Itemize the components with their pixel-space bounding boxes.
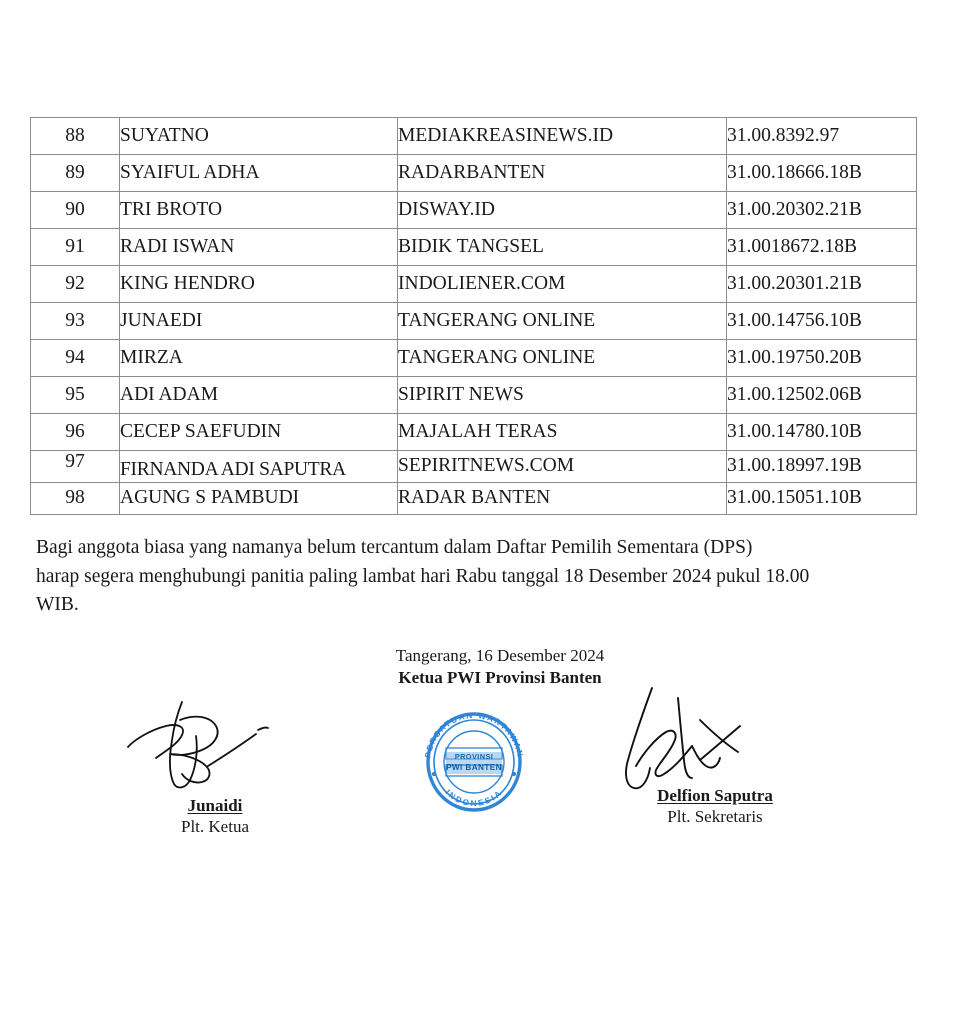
- table-row: [31, 303, 917, 340]
- row-number: 94: [31, 340, 120, 377]
- media-outlet: MAJALAH TERAS: [398, 414, 727, 451]
- row-number: 93: [31, 303, 120, 340]
- member-id: 31.00.8392.97: [727, 118, 917, 155]
- member-id: 31.00.14756.10B: [727, 303, 917, 340]
- media-outlet: RADARBANTEN: [398, 155, 727, 192]
- member-name: TRI BROTO: [120, 192, 398, 229]
- media-outlet: RADAR BANTEN: [398, 483, 727, 515]
- members-table-body: [31, 118, 917, 515]
- member-name: JUNAEDI: [120, 303, 398, 340]
- signatory-title: Plt. Sekretaris: [667, 807, 763, 827]
- svg-text:PROVINSI: PROVINSI: [454, 752, 494, 761]
- media-outlet: MEDIAKREASINEWS.ID: [398, 118, 727, 155]
- member-id: 31.00.12502.06B: [727, 377, 917, 414]
- member-id: 31.00.15051.10B: [727, 483, 917, 515]
- member-name: FIRNANDA ADI SAPUTRA: [120, 451, 398, 483]
- table-row: [31, 155, 917, 192]
- member-name: MIRZA: [120, 340, 398, 377]
- member-name: ADI ADAM: [120, 377, 398, 414]
- notice-line-3: WIB.: [36, 594, 79, 616]
- signature-right: [600, 680, 830, 828]
- member-id: 31.00.18997.19B: [727, 451, 917, 483]
- row-number: 98: [31, 483, 120, 515]
- member-name: SUYATNO: [120, 118, 398, 155]
- media-outlet: INDOLIENER.COM: [398, 266, 727, 303]
- row-number: 96: [31, 414, 120, 451]
- member-name: RADI ISWAN: [120, 229, 398, 266]
- svg-text:PWI BANTEN: PWI BANTEN: [446, 763, 502, 772]
- handwritten-signature-icon: [600, 680, 830, 785]
- row-number: 95: [31, 377, 120, 414]
- signatory-role: Ketua PWI Provinsi Banten: [398, 668, 602, 688]
- media-outlet: SIPIRIT NEWS: [398, 377, 727, 414]
- media-outlet: BIDIK TANGSEL: [398, 229, 727, 266]
- member-name: KING HENDRO: [120, 266, 398, 303]
- signatory-name: Delfion Saputra: [657, 786, 773, 805]
- official-stamp-icon: [418, 712, 530, 812]
- notice-line-1: Bagi anggota biasa yang namanya belum tercantum dalam Daftar Pemilih Sementara (DPS): [36, 537, 753, 558]
- member-id: 31.00.20301.21B: [727, 266, 917, 303]
- signature-left: [120, 690, 310, 838]
- table-row: [31, 118, 917, 155]
- table-row: [31, 377, 917, 414]
- table-row: [31, 483, 917, 515]
- row-number: 92: [31, 266, 120, 303]
- member-name: SYAIFUL ADHA: [120, 155, 398, 192]
- media-outlet: DISWAY.ID: [398, 192, 727, 229]
- handwritten-signature-icon: [120, 690, 310, 795]
- members-table: [30, 117, 917, 515]
- member-id: 31.00.18666.18B: [727, 155, 917, 192]
- place-and-date: Tangerang, 16 Desember 2024: [395, 646, 605, 665]
- row-number: 97: [31, 451, 120, 483]
- row-number: 88: [31, 118, 120, 155]
- signatory-title: Plt. Ketua: [181, 817, 249, 837]
- media-outlet: TANGERANG ONLINE: [398, 303, 727, 340]
- signatory-name: Junaidi: [187, 796, 243, 815]
- member-id: 31.00.14780.10B: [727, 414, 917, 451]
- table-row: [31, 414, 917, 451]
- members-table-container: [30, 117, 912, 515]
- row-number: 91: [31, 229, 120, 266]
- member-id: 31.00.20302.21B: [727, 192, 917, 229]
- member-name: AGUNG S PAMBUDI: [120, 483, 398, 515]
- media-outlet: SEPIRITNEWS.COM: [398, 451, 727, 483]
- table-row: [31, 266, 917, 303]
- notice-line-2: harap segera menghubungi panitia paling lambat hari Rabu tanggal 18 Desember 2024 pukul 18.00: [36, 565, 810, 587]
- member-name: CECEP SAEFUDIN: [120, 414, 398, 451]
- row-number: 90: [31, 192, 120, 229]
- member-id: 31.00.19750.20B: [727, 340, 917, 377]
- table-row: [31, 192, 917, 229]
- media-outlet: TANGERANG ONLINE: [398, 340, 727, 377]
- notice-paragraph: [36, 534, 894, 620]
- member-id: 31.0018672.18B: [727, 229, 917, 266]
- table-row: [31, 340, 917, 377]
- row-number: 89: [31, 155, 120, 192]
- svg-text:PERSATUAN WARTAWAN: PERSATUAN WARTAWAN: [423, 712, 525, 759]
- table-row: [31, 451, 917, 483]
- table-row: [31, 229, 917, 266]
- svg-text:INDONESIA: INDONESIA: [443, 787, 505, 809]
